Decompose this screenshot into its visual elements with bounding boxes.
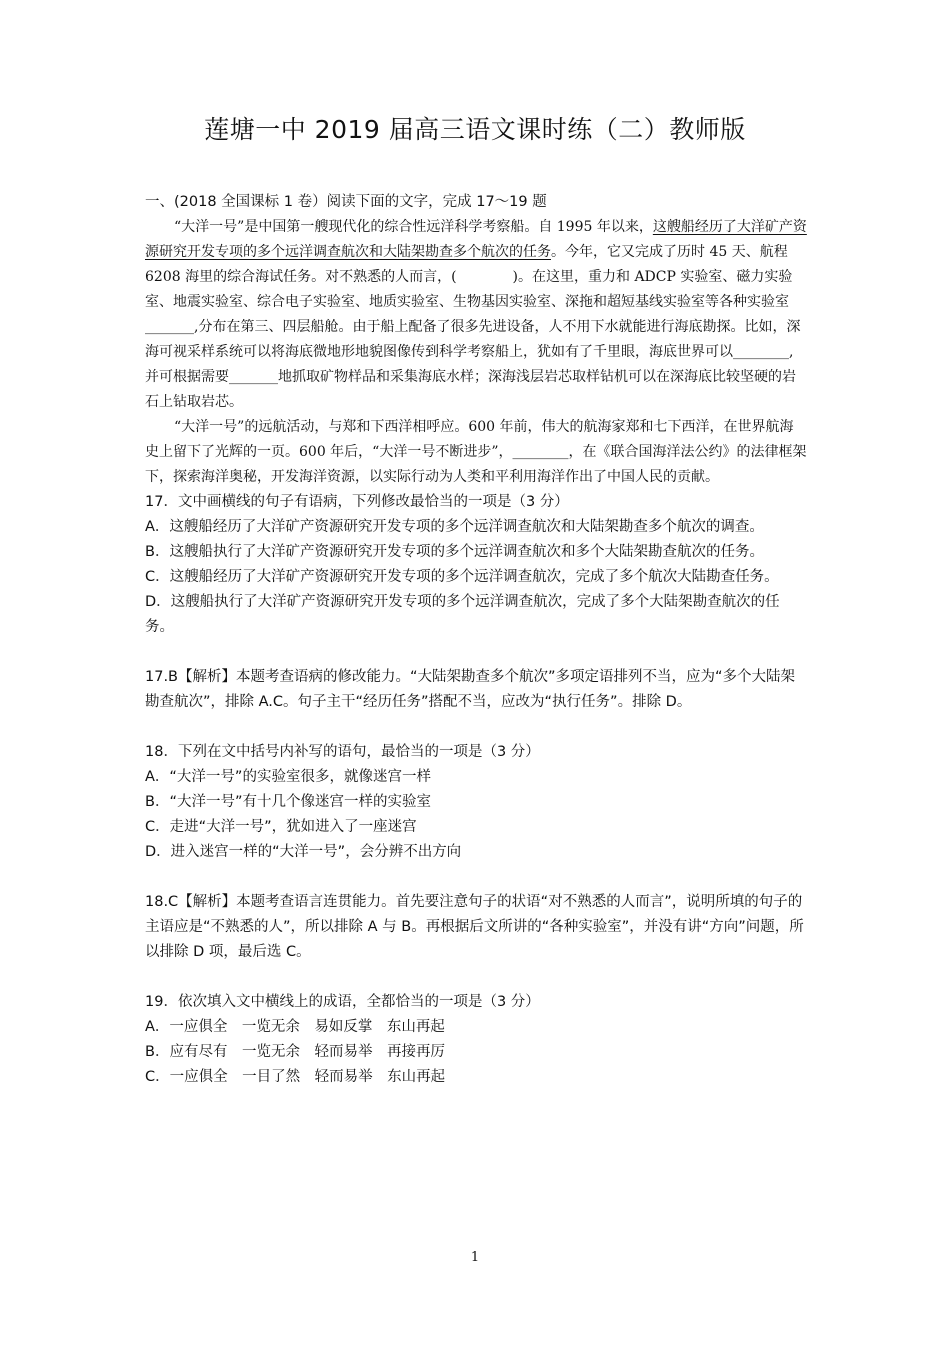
q18-option-d: D．进入迷宫一样的“大洋一号”，会分辨不出方向	[145, 844, 462, 860]
spacer	[145, 640, 807, 665]
q18-answer: 18.C【解析】本题考查语言连贯能力。首先要注意句子的状语“对不熟悉的人而言”，说明所填的句子的主语应是“不熟悉的人”，所以排除 A 与 B。再根据后文所讲的“各种实验室”，并没有讲“方向”问题，所以排除 D 项，最后选 C。	[145, 894, 804, 960]
q17-option-d: D．这艘船执行了大洋矿产资源研究开发专项的多个远洋调查航次，完成了多个大陆架勘查航次的任务。	[145, 594, 780, 635]
passage-p1-rest: 。今年，它又完成了历时 45 天、航程 6208 海里的综合海试任务。对不熟悉的人而言，( )。在这里，重力和 ADCP 实验室、磁力实验室、地震实验室、综合电子实验室、地质实验室、生物基因实验室、深拖和超短基线实验室等各种实验室_______,分布在第三、四层船舱。由于船上配备了很多先进设备，人不用下水就能进行海底勘探。比如，深海可视采样系统可以将海底微地形地貌图像传到科学考察船上，犹如有了千里眼，海底世界可以________,并可根据需要_______地抓取矿物样品和采集海底水样；深海浅层岩芯取样钻机可以在深海底比较坚硬的岩石上钻取岩芯。	[145, 244, 801, 410]
q17-option-a: A．这艘船经历了大洋矿产资源研究开发专项的多个远洋调查航次和大陆架勘查多个航次的调查。	[145, 519, 764, 535]
spacer	[145, 715, 807, 740]
spacer	[145, 965, 807, 990]
document-body	[145, 190, 807, 1090]
q18-option-c: C．走进“大洋一号”，犹如进入了一座迷宫	[145, 819, 417, 835]
passage-p1-start: “大洋一号”是中国第一艘现代化的综合性远洋科学考察船。自 1995 年以来，	[174, 219, 653, 235]
q17-stem: 17．文中画横线的句子有语病，下列修改最恰当的一项是（3 分）	[145, 494, 569, 510]
page-title: 莲塘一中 2019 届高三语文课时练（二）教师版	[204, 115, 746, 144]
passage-paragraph-2: “大洋一号”的远航活动，与郑和下西洋相呼应。600 年前，伟大的航海家郑和七下西洋，在世界航海史上留下了光辉的一页。600 年后，“大洋一号不断进步”，________，在《联合国海洋法公约》的法律框架下，探索海洋奥秘，开发海洋资源，以实际行动为人类和平利用海洋作出了中国人民的贡献。	[145, 419, 807, 485]
q19-option-a: A．一应俱全 一览无余 易如反掌 东山再起	[145, 1019, 445, 1035]
q19-stem: 19．依次填入文中横线上的成语，全都恰当的一项是（3 分）	[145, 994, 540, 1010]
q19-option-c: C．一应俱全 一目了然 轻而易举 东山再起	[145, 1069, 446, 1085]
spacer	[145, 865, 807, 890]
q18-stem: 18．下列在文中括号内补写的语句，最恰当的一项是（3 分）	[145, 744, 540, 760]
section-header: 一、(2018 全国课标 1 卷）阅读下面的文字，完成 17～19 题	[145, 194, 547, 210]
q17-option-c: C．这艘船经历了大洋矿产资源研究开发专项的多个远洋调查航次，完成了多个航次大陆勘查任务。	[145, 569, 779, 585]
underlined-sentence: 这艘船经历了大洋矿产资源研究开发专项的多个远洋调查航次和大陆架勘查多个航次的任务	[145, 219, 807, 260]
q19-option-b: B．应有尽有 一览无余 轻而易举 再接再厉	[145, 1044, 445, 1060]
q18-option-b: B．“大洋一号”有十几个像迷宫一样的实验室	[145, 794, 431, 810]
q17-option-b: B．这艘船执行了大洋矿产资源研究开发专项的多个远洋调查航次和多个大陆架勘查航次的任务。	[145, 544, 764, 560]
page-number: 1	[470, 1250, 480, 1265]
passage-paragraph-1	[145, 215, 807, 415]
q17-answer: 17.B【解析】本题考查语病的修改能力。“大陆架勘查多个航次”多项定语排列不当，应为“多个大陆架勘查航次”，排除 A.C。句子主干“经历任务”搭配不当，应改为“执行任务”。排除 D。	[145, 669, 796, 710]
q18-option-a: A．“大洋一号”的实验室很多，就像迷宫一样	[145, 769, 431, 785]
